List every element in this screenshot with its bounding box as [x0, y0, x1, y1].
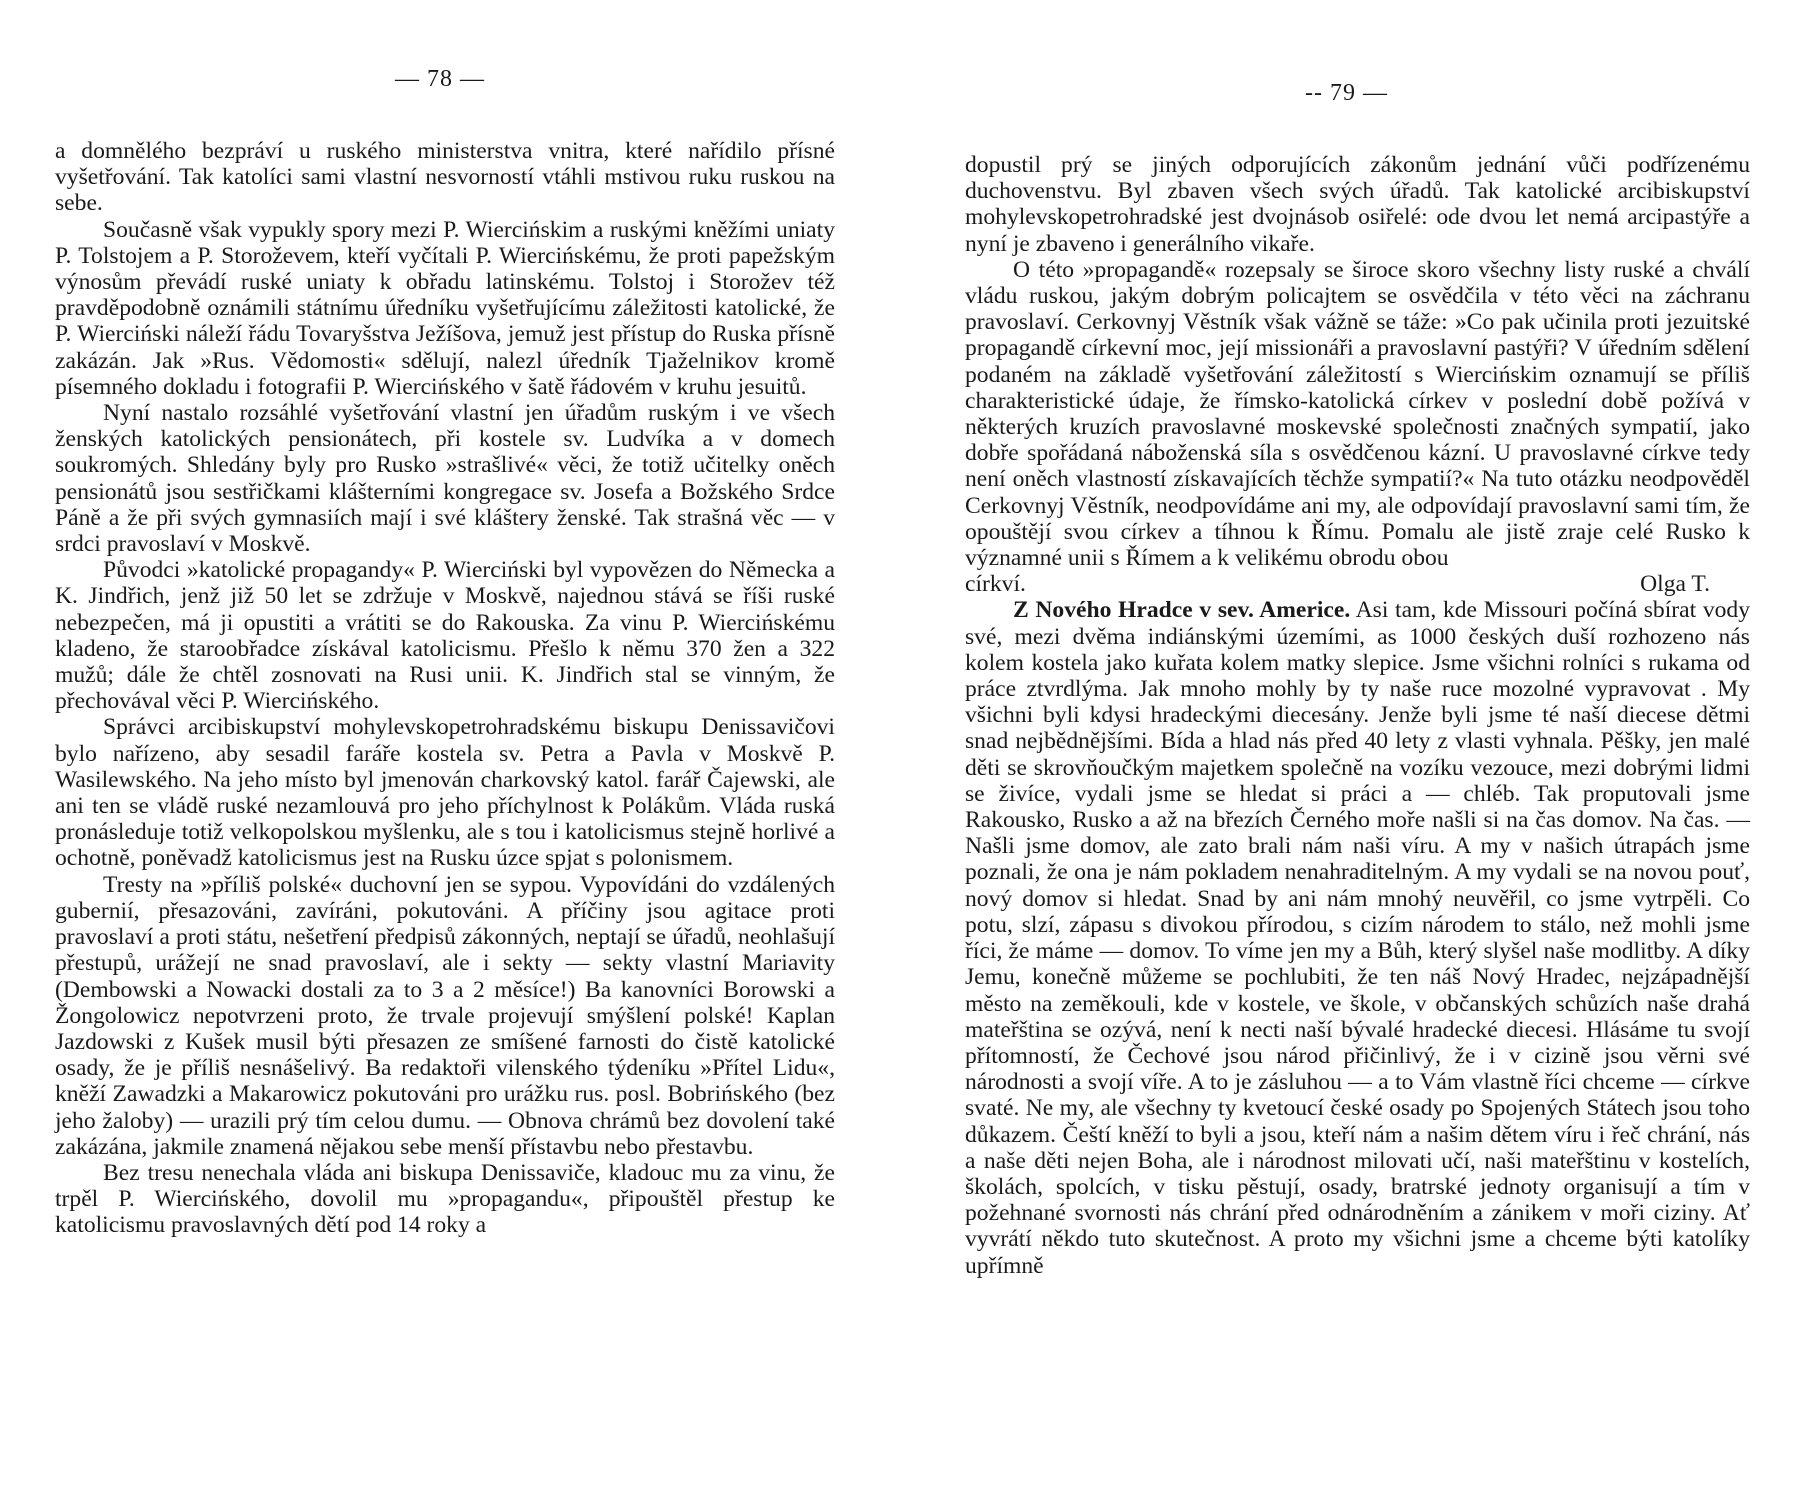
paragraph: Současně však vypukly spory mezi P. Wiercińskim a ruskými kněžími uniaty P. Tolstojem a P. Storoževem, kteří vyčítali P. Wiercińskému, že proti papežským výnosům převádí ruské uniaty k obřadu latinskému. Tolstoj i Storožev též pravděpodobně oznámili státnímu úředníku vyšetřujícímu záležitosti katolické, že P. Wierciński náleží řádu Tovaryšstva Ježíšova, jemuž jest přístup do Ruska přísně zakázán. Jak »Rus. Vědomosti« sdělují, nalezl úředník Tjaželnikov kromě písemného dokladu i fotografii P. Wiercińského v šatě řádovém v kruhu jesuitů. [55, 216, 835, 400]
author-signature: Olga T. [1640, 571, 1710, 598]
paragraph [965, 597, 1750, 1278]
paragraph: O této »propagandě« rozepsaly se široce skoro všechny listy ruské a chválí vládu ruskou, jakým dobrým policajtem se osvědčila v této věci na záchranu pravoslaví. Cerkovnyj Věstník však vážně se táže: »Co pak učinila proti jezuitské propagandě církevní moc, její missionáři a pravoslavní pastýři? V úředním sdělení podaném na základě vyšetřování záležitostí s Wiercińskim oznamují se příliš charakteristické údaje, že římsko-katolická církev v poslední době požívá v některých kruzích pravoslavné moskevské společnosti značných sympatií, jako dobře spořádaná náboženská síla s osvědčenou kázní. U pravoslavné církve tedy není oněch vlastností získavajících těchže sympatií?« Na tuto otázku neodpověděl Cerkovnyj Věstník, neodpovídáme ani my, ale odpovídají pravoslavní sami tím, že opouštějí svou církev a tíhnou k Římu. Pomalu ale jistě zraje celé Rusko k významné unii s Římem a k velikému obrodu obou [965, 256, 1750, 572]
paragraph: Původci »katolické propagandy« P. Wierciński byl vypovězen do Německa a K. Jindřich, jenž již 50 let se zdržuje v Moskvě, najednou stává se říši ruské nebezpečen, má ji opustiti a vrátiti se do Rakouska. Za vinu P. Wiercińskému kladeno, že staroobřadce získával katolicismu. Přešlo k němu 370 žen a 322 mužů; dále že chtěl zosnovati na Rusi unii. K. Jindřich stal se vinným, že přechovával věci P. Wiercińského. [55, 557, 835, 715]
paragraph: Tresty na »příliš polské« duchovní jen se sypou. Vypovídáni do vzdálených gubernií, přesazováni, zavíráni, pokutováni. A příčiny jsou agitace proti pravoslaví a proti státu, nešetření předpisů zákonných, neptají se úřadů, neohlašují přestupů, urážejí ne snad pravoslaví, ale i sekty — sekty vlastní Mariavity (Dembowski a Nowacki dostali za to 3 a 2 měsíce!) Ba kanovníci Borowski a Žongolowicz nepotvrzeni proto, že trvale projevují smýšlení polské! Kaplan Jazdowski z Kušek musil býti přesazen ze smíšené farnosti do čistě katolické osady, že je příliš nesnášelivý. Ba redaktoři vilenského týdeníku »Přítel Lidu«, kněží Zawadzki a Makarowicz pokutováni pro urážku rus. posl. Bobrińského (bez jeho žaloby) — urazili prý tím celou dumu. — Obnova chrámů bez dovolení také zakázána, jakmile znamená nějakou sebe menší přístavbu nebo přestavbu. [55, 871, 835, 1160]
paragraph: Nyní nastalo rozsáhlé vyšetřování vlastní jen úřadům ruským i ve všech ženských katolických pensionátech, při kostele sv. Ludvíka a v domech soukromých. Shledány byly pro Rusko »strašlivé« věci, že totiž učitelky oněch pensionátů jsou sestřičkami klášterními kongregace sv. Josefa a Božského Srdce Páně a že při svých gymnasiích mají i své kláštery ženské. Tak strašná věc — v srdci pravoslaví v Moskvě. [55, 400, 835, 558]
right-page-body [965, 152, 1750, 1279]
page-number-right: -- 79 — [1305, 80, 1388, 106]
signature-line [965, 571, 1750, 597]
left-page-body [55, 138, 835, 1239]
page-number-left: — 78 — [395, 66, 485, 92]
article-heading: Z Nového Hradce v sev. Americe. [1013, 597, 1351, 624]
article-text: Asi tam, kde Missouri počíná sbírat vody své, mezi dvěma indiánskými územími, as 1000 českých duší rozhozeno nás kolem kostela jako kuřata kolem matky slepice. Jsme všichni rolníci s rukama od práce ztvrdlýma. Jak mnoho mohly by ty naše ruce mozolné vypravovat . My všichni byli kdysi hradeckými diecesány. Jenže byli jsme té naší diecese dětmi snad nejbědnějšími. Bída a hlad nás před 40 lety z vlasti vyhnala. Pěšky, jen malé děti se skrovňoučkým majetkem společně na vozíku vezouce, mezi dobrými lidmi se živíce, vydali jsme se hledat si práci a — chléb. Tak proputovali jsme Rakousko, Rusko a až na březích Černého moře našli si na čas domov. Na čas. — Našli jsme domov, ale zato brali nám naši víru. A my v našich útrapách jsme poznali, že ona je nám pokladem nenahraditelným. A my vydali se na novou pouť, nový domov si hledat. Snad by ani nám mnohý neuvěřil, co jsme vytrpěli. Co potu, slzí, zápasu s divokou přírodou, s cizím národem to stálo, než mohli jsme říci, že máme — domov. To víme jen my a Bůh, který slyšel naše modlitby. A díky Jemu, konečně můžeme se pochlubiti, že ten náš Nový Hradec, nejzápadnější město na zeměkouli, kde v kostele, ve škole, v občanských schůzích naše drahá mateřština se ozývá, není k necti naší bývalé hradecké diecesi. Hlásáme tu svojí přítomností, že Čechové jsou národ přičinlivý, že i v cizině jsou věrni své národnosti a svojí víře. A to je zásluhou — a to Vám vlastně říci chceme — církve svaté. Ne my, ale všechny ty kvetoucí české osady po Spojených Státech jsou toho důkazem. Čeští kněží to byli a jsou, kteří nám a našim dětem víru i řeč chrání, nás a naše děti nejen Boha, ale i národnost milovati učí, naši mateřštinu v kostelích, školách, spolcích, v tisku pěstují, osady, bratrské jednoty organisují a tím v požehnané svornosti nás chrání před odnárodněním a zánikem v moři ciziny. Ať vyvrátí někdo tuto skutečnost. A proto my všichni jsme a chceme býti katolíky upřímně [965, 597, 1751, 1279]
paragraph: a domnělého bezpráví u ruského ministerstva vnitra, které nařídilo přísné vyšetřování. Tak katolíci sami vlastní nesvorností vtáhli mstivou ruku ruskou na sebe. [55, 138, 835, 217]
paragraph-end: církví. [965, 571, 1026, 598]
paragraph: Správci arcibiskupství mohylevskopetrohradskému biskupu Denissavičovi bylo nařízeno, aby sesadil faráře kostela sv. Petra a Pavla v Moskvě P. Wasilewského. Na jeho místo byl jmenován charkovský katol. farář Čajewski, ale ani ten se vládě ruské nezamlouvá pro jeho příchylnost k Polákům. Vláda ruská pronásleduje totiž velkopolskou myšlenku, ale s tou i katolicismus stejně horlivé a ochotně, poněvadž katolicismus jest na Rusku úzce spjat s polonismem. [55, 714, 835, 872]
paragraph: dopustil prý se jiných odporujících zákonům jednání vůči podřízenému duchovenstvu. Byl zbaven všech svých úřadů. Tak katolické arcibiskupství mohylevskopetrohradské jest dvojnásob osiřelé: ode dvou let nemá arcipastýře a nyní je zbaveno i generálního vikaře. [965, 152, 1750, 257]
paragraph: Bez tresu nenechala vláda ani biskupa Denissaviče, kladouc mu za vinu, že trpěl P. Wiercińského, dovolil mu »propagandu«, připouštěl přestup ke katolicismu pravoslavných dětí pod 14 roky a [55, 1159, 835, 1239]
